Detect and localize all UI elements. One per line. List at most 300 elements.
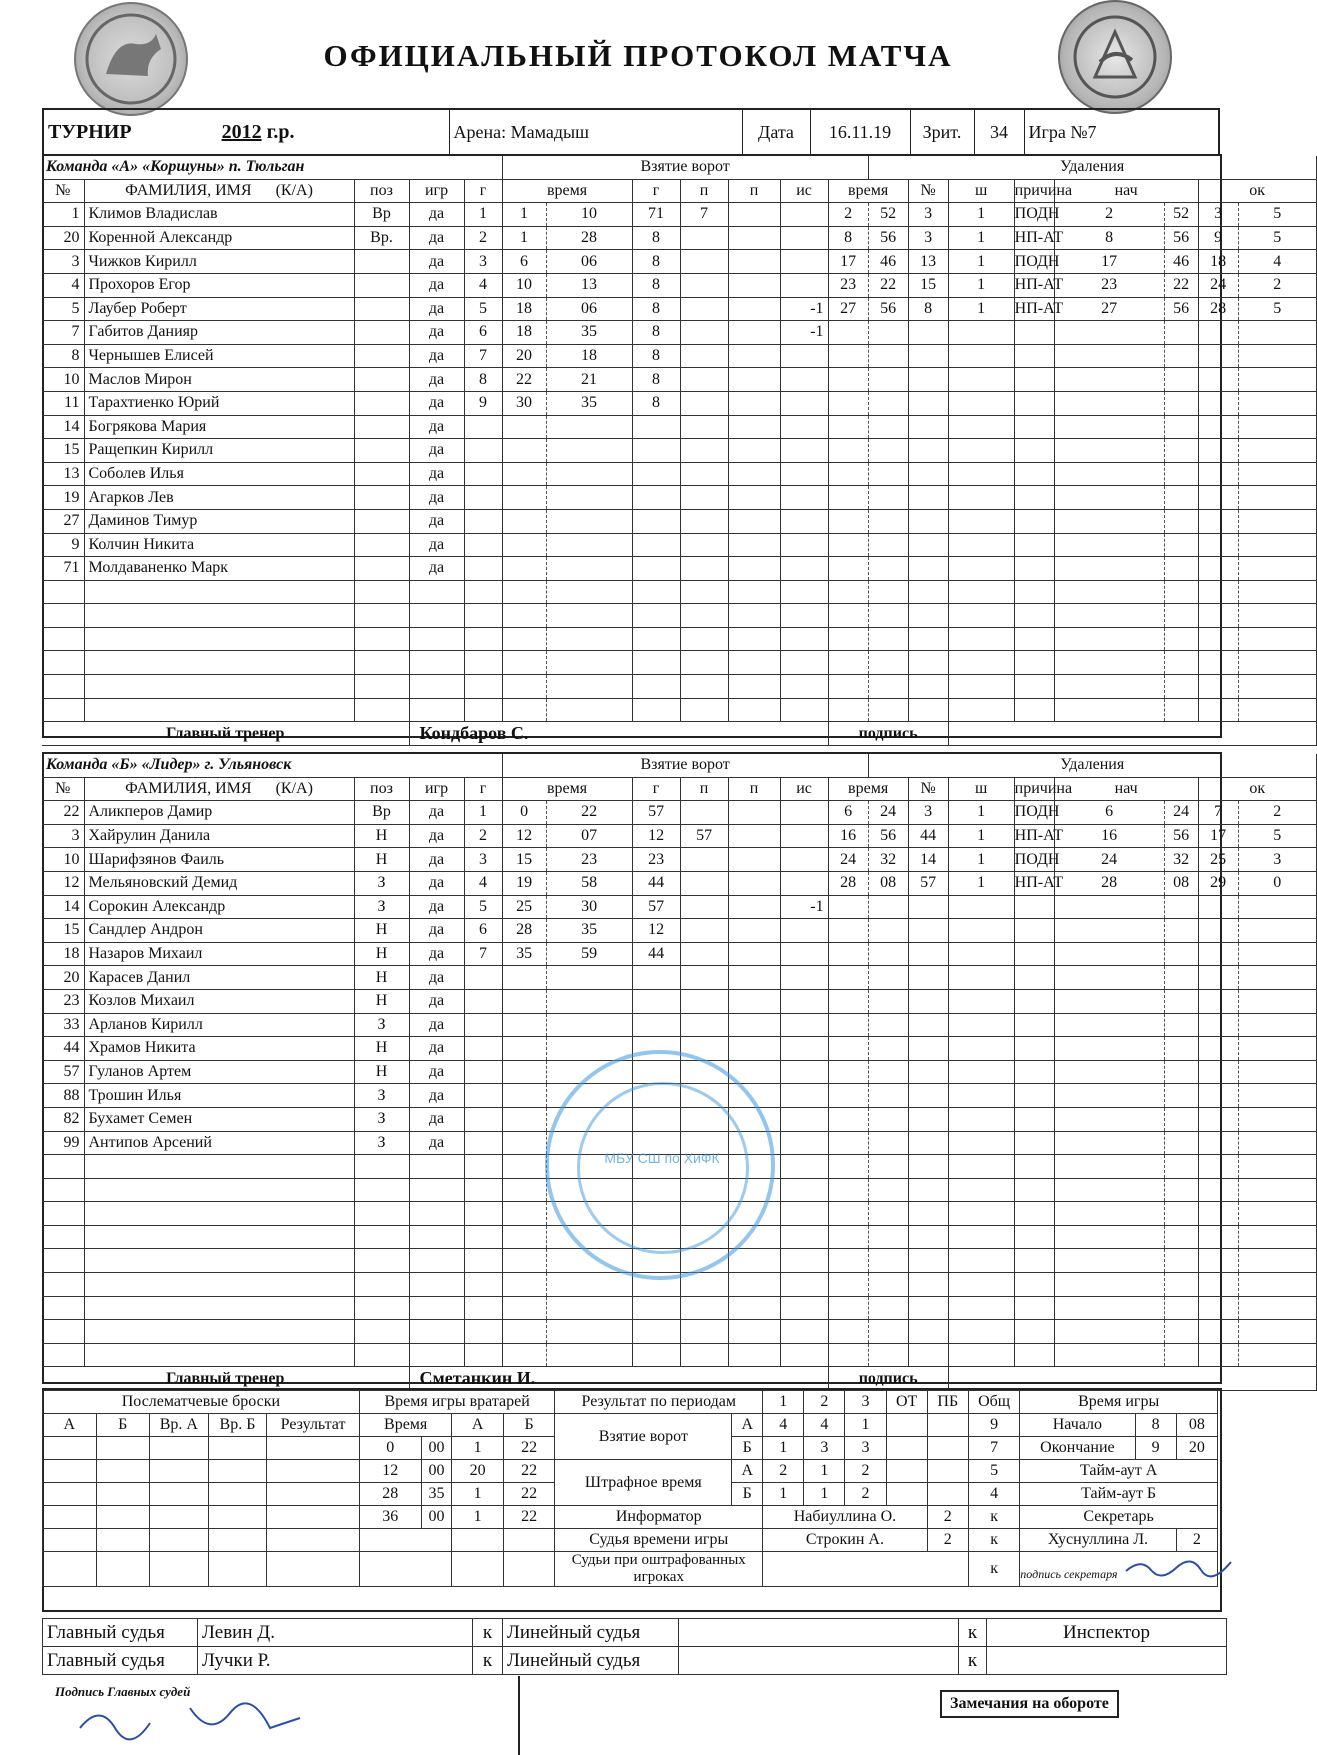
player-played	[409, 604, 464, 628]
penalty-reason	[1014, 919, 1054, 943]
goals-a-p1: 4	[763, 1414, 804, 1437]
player-row	[42, 439, 1316, 463]
player-number	[42, 1225, 84, 1249]
penalty-minute	[828, 580, 868, 604]
player-played: да	[409, 989, 464, 1013]
birth-year-suffix: г.р.	[266, 120, 295, 143]
pen-a-p2: 1	[804, 1460, 845, 1483]
penalty-start-sec	[1164, 919, 1198, 943]
goals-b-so	[927, 1437, 968, 1460]
penalty-start-min	[1054, 321, 1164, 345]
goal-minute	[502, 651, 546, 675]
penalty-end-sec: 4	[1238, 250, 1316, 274]
player-position	[354, 439, 409, 463]
goal-number	[464, 651, 502, 675]
penalty-end-min	[1198, 1107, 1238, 1131]
player-position: Н	[354, 989, 409, 1013]
player-name: Даминов Тимур	[84, 509, 354, 533]
penalty-minutes: 1	[948, 871, 1014, 895]
penalty-judges-label: Судьи при оштрафованных игроках	[555, 1552, 763, 1587]
penalty-end-min	[1198, 1273, 1238, 1297]
player-name: Арланов Кирилл	[84, 1013, 354, 1037]
goalie-time-sec: 00	[421, 1437, 452, 1460]
player-row	[42, 368, 1316, 392]
penalty-end-min	[1198, 1037, 1238, 1061]
penalty-start-min: 17	[1054, 250, 1164, 274]
penalty-minutes	[948, 1296, 1014, 1320]
penalty-minute	[828, 509, 868, 533]
goal-minute	[502, 1060, 546, 1084]
penalty-minute: 8	[828, 226, 868, 250]
goal-number	[464, 580, 502, 604]
goal-number	[464, 989, 502, 1013]
penalty-start-min	[1054, 675, 1164, 699]
penalty-end-min	[1198, 651, 1238, 675]
player-number	[42, 1202, 84, 1226]
remarks-on-back: Замечания на обороте	[940, 1690, 1119, 1718]
gametime-title: Время игры	[1020, 1391, 1218, 1414]
penalty-minutes	[948, 1107, 1014, 1131]
goal-scorer: 71	[632, 203, 680, 227]
penalty-minutes	[948, 698, 1014, 722]
player-row	[42, 848, 1316, 872]
penalty-start-min	[1054, 966, 1164, 990]
penalty-minute	[828, 321, 868, 345]
goal-assist-2	[728, 509, 780, 533]
penalty-minute	[828, 1037, 868, 1061]
player-number	[42, 1155, 84, 1179]
player-number	[42, 1320, 84, 1344]
goal-scorer	[632, 675, 680, 699]
penalty-second	[868, 368, 908, 392]
goal-scorer: 8	[632, 226, 680, 250]
goal-scorer	[632, 966, 680, 990]
period-1-header: 1	[763, 1391, 804, 1414]
penalty-player: 13	[908, 250, 948, 274]
player-position	[354, 1273, 409, 1297]
penalty-end-sec	[1238, 1178, 1316, 1202]
player-position	[354, 462, 409, 486]
goal-assist-1	[680, 391, 728, 415]
goal-assist-1	[680, 1343, 728, 1367]
goal-situation	[780, 1060, 828, 1084]
penalty-minutes	[948, 604, 1014, 628]
goal-number	[464, 1320, 502, 1344]
goal-situation	[780, 698, 828, 722]
player-row	[42, 1013, 1316, 1037]
penalty-start-sec	[1164, 486, 1198, 510]
goal-second: 22	[546, 801, 632, 825]
goal-scorer: 8	[632, 250, 680, 274]
penalty-start-min	[1054, 1273, 1164, 1297]
col-penalty-start: нач	[1054, 179, 1198, 203]
goal-second	[546, 1013, 632, 1037]
goal-scorer	[632, 989, 680, 1013]
penalty-minute	[828, 966, 868, 990]
goal-assist-2	[728, 580, 780, 604]
goals-section-title: Взятие ворот	[502, 754, 868, 777]
penalty-player	[908, 344, 948, 368]
player-position	[354, 675, 409, 699]
penalty-second	[868, 604, 908, 628]
col-penalty-time: время	[828, 777, 908, 801]
goal-assist-2	[728, 1296, 780, 1320]
player-name	[84, 1343, 354, 1367]
col-goal-time: время	[502, 777, 632, 801]
goal-assist-2	[728, 368, 780, 392]
player-name	[84, 1178, 354, 1202]
penalty-reason	[1014, 1343, 1054, 1367]
goal-minute: 22	[502, 368, 546, 392]
penalty-end-sec: 3	[1238, 848, 1316, 872]
penalty-player	[908, 1107, 948, 1131]
goal-scorer	[632, 486, 680, 510]
penalty-minute	[828, 698, 868, 722]
penalty-end-sec	[1238, 368, 1316, 392]
player-played	[409, 1249, 464, 1273]
penalty-minutes	[948, 1320, 1014, 1344]
page-title: ОФИЦИАЛЬНЫЙ ПРОТОКОЛ МАТЧА	[323, 38, 953, 73]
penalty-end-sec	[1238, 533, 1316, 557]
player-row	[42, 698, 1316, 722]
penalty-end-min	[1198, 1225, 1238, 1249]
penalty-second	[868, 344, 908, 368]
penalty-minute	[828, 604, 868, 628]
goal-assist-1	[680, 462, 728, 486]
goalie-b: 22	[503, 1437, 554, 1460]
player-position: З	[354, 1107, 409, 1131]
player-position	[354, 1249, 409, 1273]
player-number: 88	[42, 1084, 84, 1108]
player-position: Н	[354, 1060, 409, 1084]
penalty-end-sec: 0	[1238, 871, 1316, 895]
player-name: Карасев Данил	[84, 966, 354, 990]
goal-assist-2	[728, 651, 780, 675]
penalty-start-min: 8	[1054, 226, 1164, 250]
player-number	[42, 1343, 84, 1367]
player-position: Вр	[354, 801, 409, 825]
penalty-player	[908, 1084, 948, 1108]
penalty-minute	[828, 627, 868, 651]
goal-assist-2	[728, 1273, 780, 1297]
penalty-start-sec: 56	[1164, 226, 1198, 250]
goal-assist-2	[728, 848, 780, 872]
penalty-start-min	[1054, 368, 1164, 392]
player-position	[354, 1202, 409, 1226]
penalty-start-sec	[1164, 368, 1198, 392]
goal-scorer: 44	[632, 942, 680, 966]
goal-second	[546, 1273, 632, 1297]
player-number: 7	[42, 321, 84, 345]
penalty-start-min: 23	[1054, 273, 1164, 297]
goal-number: 1	[464, 801, 502, 825]
goal-situation: -1	[780, 297, 828, 321]
penalty-minutes	[948, 1178, 1014, 1202]
penalty-minute	[828, 942, 868, 966]
penalty-minute	[828, 895, 868, 919]
goal-situation	[780, 439, 828, 463]
player-row	[42, 509, 1316, 533]
goal-assist-2	[728, 439, 780, 463]
penalty-end-sec	[1238, 509, 1316, 533]
penalty-end-sec	[1238, 895, 1316, 919]
penalty-start-min	[1054, 895, 1164, 919]
penalty-minute	[828, 486, 868, 510]
penalty-start-sec	[1164, 1343, 1198, 1367]
player-position	[354, 391, 409, 415]
penalty-end-sec	[1238, 1037, 1316, 1061]
penalty-second	[868, 675, 908, 699]
penalty-start-min	[1054, 1037, 1164, 1061]
goal-number: 4	[464, 871, 502, 895]
player-name: Коренной Александр	[84, 226, 354, 250]
goal-second	[546, 1296, 632, 1320]
penalty-reason	[1014, 966, 1054, 990]
player-row	[42, 801, 1316, 825]
penalty-minute: 6	[828, 801, 868, 825]
goal-minute	[502, 533, 546, 557]
goal-second	[546, 604, 632, 628]
player-name	[84, 1225, 354, 1249]
goal-minute: 15	[502, 848, 546, 872]
penalty-player	[908, 509, 948, 533]
player-name	[84, 698, 354, 722]
goalie-time-min: 36	[359, 1506, 421, 1529]
goal-minute	[502, 1225, 546, 1249]
penalty-second	[868, 1178, 908, 1202]
penalty-end-sec	[1238, 1273, 1316, 1297]
goal-minute	[502, 1178, 546, 1202]
penalty-minute	[828, 1273, 868, 1297]
player-position	[354, 344, 409, 368]
penalty-second	[868, 1060, 908, 1084]
goal-situation	[780, 391, 828, 415]
penalty-reason	[1014, 1249, 1054, 1273]
goal-number: 5	[464, 895, 502, 919]
player-number: 10	[42, 848, 84, 872]
penalty-player: 3	[908, 203, 948, 227]
goal-assist-2	[728, 344, 780, 368]
penalty-start-sec	[1164, 895, 1198, 919]
goal-second	[546, 486, 632, 510]
goalie-col-b: Б	[503, 1414, 554, 1437]
player-number: 57	[42, 1060, 84, 1084]
goal-situation	[780, 1013, 828, 1037]
goalie-b: 22	[503, 1483, 554, 1506]
goal-minute	[502, 462, 546, 486]
goal-minute	[502, 1013, 546, 1037]
goalie-time-min: 12	[359, 1460, 421, 1483]
goal-scorer	[632, 415, 680, 439]
goal-scorer: 57	[632, 801, 680, 825]
goal-scorer	[632, 580, 680, 604]
goal-assist-1	[680, 533, 728, 557]
player-name: Антипов Арсений	[84, 1131, 354, 1155]
secretary-signature	[1121, 1556, 1241, 1578]
penalty-second	[868, 1343, 908, 1367]
goal-second: 30	[546, 895, 632, 919]
goal-assist-1	[680, 415, 728, 439]
goal-minute: 28	[502, 919, 546, 943]
goal-situation	[780, 848, 828, 872]
goal-assist-2	[728, 1320, 780, 1344]
col-assist-2: п	[728, 179, 780, 203]
informer-category: 2	[927, 1506, 968, 1529]
goal-minute	[502, 1202, 546, 1226]
timekeeper-category: 2	[927, 1529, 968, 1552]
penalty-minute	[828, 533, 868, 557]
goal-scorer: 12	[632, 919, 680, 943]
goal-minute: 12	[502, 824, 546, 848]
penalty-player: 8	[908, 297, 948, 321]
player-name: Сорокин Александр	[84, 895, 354, 919]
penalty-start-min	[1054, 533, 1164, 557]
goal-scorer	[632, 1296, 680, 1320]
goal-assist-1	[680, 989, 728, 1013]
player-name: Гуланов Артем	[84, 1060, 354, 1084]
penalty-minute	[828, 439, 868, 463]
penalty-end-sec	[1238, 1107, 1316, 1131]
player-played: да	[409, 321, 464, 345]
player-played: да	[409, 557, 464, 581]
player-played: да	[409, 1060, 464, 1084]
penalty-start-min: 27	[1054, 297, 1164, 321]
goal-assist-1	[680, 675, 728, 699]
penalty-start-sec	[1164, 1202, 1198, 1226]
penalty-judges-k: к	[968, 1552, 1019, 1587]
player-position: Н	[354, 919, 409, 943]
goal-assist-1	[680, 942, 728, 966]
player-name: Габитов Данияр	[84, 321, 354, 345]
goal-situation	[780, 509, 828, 533]
penalty-minute	[828, 557, 868, 581]
goal-minute: 1	[502, 203, 546, 227]
player-played: да	[409, 1084, 464, 1108]
player-number: 20	[42, 966, 84, 990]
penalty-minutes: 1	[948, 297, 1014, 321]
goals-b-p1: 1	[763, 1437, 804, 1460]
penalty-second	[868, 486, 908, 510]
penalty-end-sec	[1238, 1249, 1316, 1273]
penalty-reason: ПОДН	[1014, 801, 1054, 825]
goal-assist-1	[680, 698, 728, 722]
penalty-minutes	[948, 486, 1014, 510]
player-position: Н	[354, 824, 409, 848]
player-played: да	[409, 226, 464, 250]
penalty-end-min	[1198, 919, 1238, 943]
col-goal-num: г	[464, 777, 502, 801]
pen-b-total: 4	[968, 1483, 1019, 1506]
player-number	[42, 1273, 84, 1297]
goal-minute	[502, 1296, 546, 1320]
penalty-start-min	[1054, 391, 1164, 415]
goal-situation	[780, 1296, 828, 1320]
goal-number: 2	[464, 226, 502, 250]
penalty-second	[868, 1296, 908, 1320]
player-played: да	[409, 439, 464, 463]
player-number: 22	[42, 801, 84, 825]
shootout-title: Послематчевые броски	[43, 1391, 360, 1414]
col-name	[84, 179, 354, 203]
penalty-minute: 2	[828, 203, 868, 227]
goal-number: 8	[464, 368, 502, 392]
player-position	[354, 1155, 409, 1179]
penalty-reason	[1014, 1296, 1054, 1320]
penalty-reason	[1014, 627, 1054, 651]
penalty-start-min	[1054, 1013, 1164, 1037]
col-played: игр	[409, 179, 464, 203]
goal-scorer: 8	[632, 321, 680, 345]
penalty-second: 24	[868, 801, 908, 825]
penalty-start-sec	[1164, 415, 1198, 439]
player-played: да	[409, 1037, 464, 1061]
penalty-reason	[1014, 989, 1054, 1013]
goal-assist-1	[680, 557, 728, 581]
goal-second: 13	[546, 273, 632, 297]
penalty-start-sec	[1164, 509, 1198, 533]
timeout-a-label: Тайм-аут А	[1020, 1460, 1218, 1483]
goal-minute: 30	[502, 391, 546, 415]
spectators-value: 34	[974, 109, 1024, 155]
penalty-end-sec: 2	[1238, 273, 1316, 297]
goal-second: 06	[546, 250, 632, 274]
penalty-minutes	[948, 557, 1014, 581]
player-played	[409, 1343, 464, 1367]
goal-minute	[502, 1343, 546, 1367]
penalty-start-min	[1054, 1343, 1164, 1367]
player-played: да	[409, 942, 464, 966]
tournament-cell	[43, 109, 449, 155]
goal-minute	[502, 557, 546, 581]
goal-scorer	[632, 462, 680, 486]
penalty-start-sec	[1164, 557, 1198, 581]
player-number	[42, 1249, 84, 1273]
penalty-end-sec	[1238, 486, 1316, 510]
goal-assist-2	[728, 250, 780, 274]
goal-number	[464, 675, 502, 699]
penalty-player	[908, 557, 948, 581]
penalty-reason	[1014, 1084, 1054, 1108]
penalty-second	[868, 942, 908, 966]
penalty-minute	[828, 1107, 868, 1131]
goal-number	[464, 1202, 502, 1226]
player-row	[42, 895, 1316, 919]
player-position	[354, 1225, 409, 1249]
goals-b-total: 7	[968, 1437, 1019, 1460]
penalty-second	[868, 1131, 908, 1155]
player-name: Соболев Илья	[84, 462, 354, 486]
goal-second: 58	[546, 871, 632, 895]
shootout-col-gk-b: Вр. Б	[208, 1414, 267, 1437]
goal-second: 10	[546, 203, 632, 227]
penalty-player	[908, 1343, 948, 1367]
penalty-start-min	[1054, 604, 1164, 628]
penalty-start-sec: 56	[1164, 824, 1198, 848]
player-played: да	[409, 895, 464, 919]
goal-situation	[780, 226, 828, 250]
goal-situation	[780, 604, 828, 628]
penalty-end-min	[1198, 509, 1238, 533]
goal-assist-2	[728, 824, 780, 848]
goalie-time-min: 0	[359, 1437, 421, 1460]
goal-second	[546, 966, 632, 990]
goals-a-total: 9	[968, 1414, 1019, 1437]
penalty-reason	[1014, 462, 1054, 486]
goal-minute: 20	[502, 344, 546, 368]
goal-assist-1	[680, 895, 728, 919]
player-number	[42, 1296, 84, 1320]
player-row	[42, 462, 1316, 486]
